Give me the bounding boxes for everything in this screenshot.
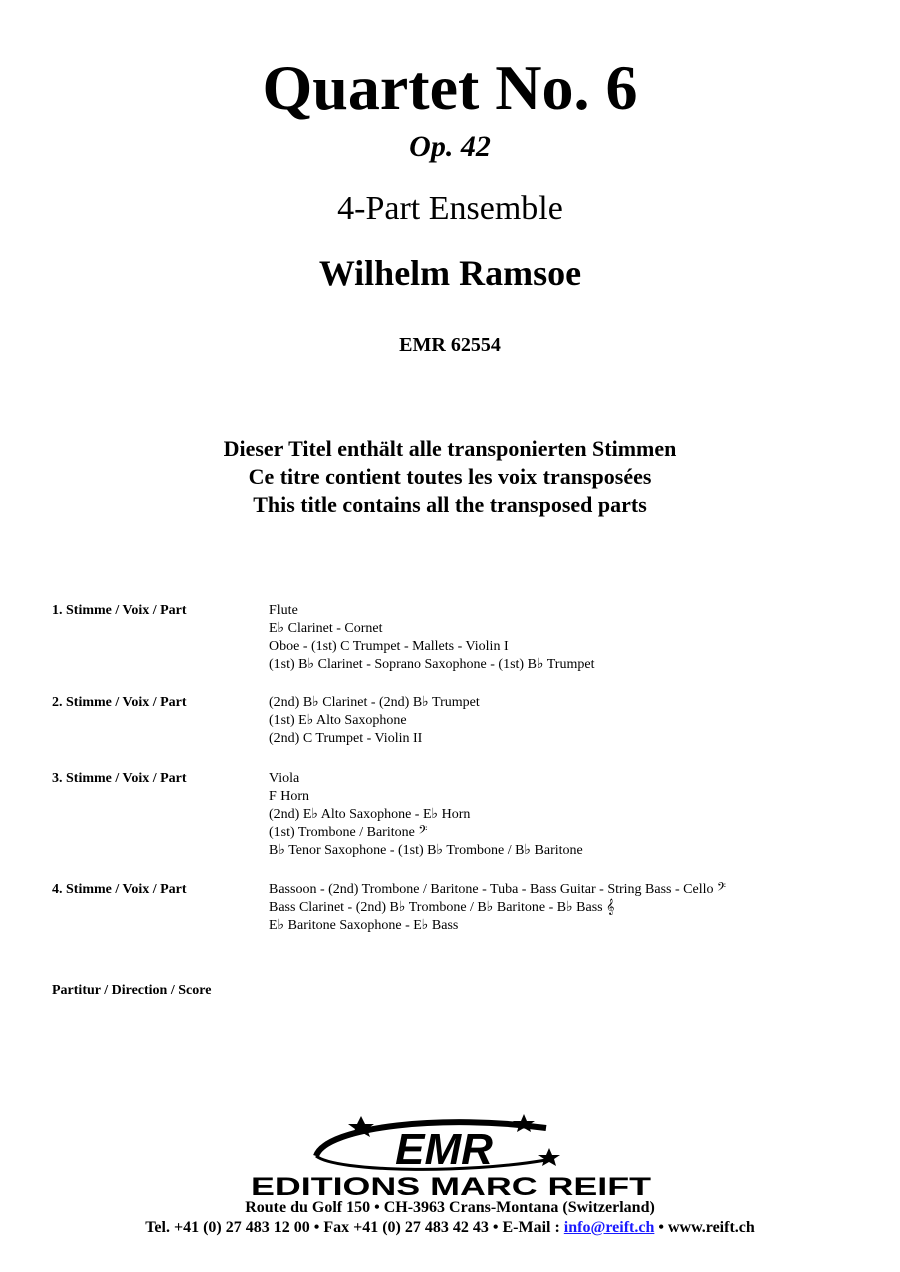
website-text: • www.reift.ch	[654, 1219, 755, 1236]
notice-english: This title contains all the transposed parts	[253, 492, 647, 517]
composer-name: Wilhelm Ramsoe	[318, 253, 582, 293]
ensemble-subtitle: 4-Part Ensemble	[337, 190, 563, 227]
notice-german: Dieser Titel enthält alle transponierten Stimmen	[223, 436, 677, 461]
transposed-parts-notice	[0, 435, 900, 519]
catalog-number: EMR 62554	[399, 334, 501, 356]
part-3-instruments	[269, 770, 583, 860]
score-label: Partitur / Direction / Score	[52, 983, 212, 998]
instrument-line: Bassoon - (2nd) Trombone / Baritone - Tuba - Bass Guitar - String Bass - Cello 𝄢	[269, 882, 726, 897]
instrument-line: Viola	[269, 771, 300, 786]
part-4-label: 4. Stimme / Voix / Part	[52, 882, 187, 897]
instrument-line: (2nd) E♭ Alto Saxophone - E♭ Horn	[269, 807, 471, 822]
publisher-contact	[0, 1218, 900, 1237]
logo-star-icon	[538, 1148, 560, 1166]
instrument-line: (1st) Trombone / Baritone 𝄢	[269, 825, 428, 840]
part-2-label: 2. Stimme / Voix / Part	[52, 695, 187, 710]
page-title: Quartet No. 6	[262, 52, 638, 123]
instrument-line: (1st) E♭ Alto Saxophone	[269, 713, 407, 728]
part-1-instruments	[269, 602, 594, 674]
instrument-line: Oboe - (1st) C Trumpet - Mallets - Violin I	[269, 639, 509, 654]
logo-star-icon	[513, 1114, 535, 1132]
part-3-label: 3. Stimme / Voix / Part	[52, 771, 187, 786]
publisher-name: EDITIONS MARC REIFT	[251, 1173, 651, 1198]
instrument-line: Bass Clarinet - (2nd) B♭ Trombone / B♭ Baritone - B♭ Bass 𝄞	[269, 900, 615, 915]
instrument-line: (1st) B♭ Clarinet - Soprano Saxophone - (1st) B♭ Trumpet	[269, 657, 595, 672]
notice-french: Ce titre contient toutes les voix transposées	[248, 464, 652, 489]
instrument-line: Flute	[269, 603, 298, 618]
instrument-line: E♭ Baritone Saxophone - E♭ Bass	[269, 918, 459, 933]
instrument-line: (2nd) C Trumpet - Violin II	[269, 731, 423, 746]
instrument-line: F Horn	[269, 789, 310, 804]
part-2-instruments	[269, 694, 480, 748]
email-link[interactable]: info@reift.ch	[563, 1219, 655, 1236]
part-1-label: 1. Stimme / Voix / Part	[52, 603, 187, 618]
part-4-instruments	[269, 881, 726, 935]
publisher-logo	[246, 1108, 656, 1198]
logo-emr-text: EMR	[395, 1125, 493, 1174]
phone-fax-text: Tel. +41 (0) 27 483 12 00 • Fax +41 (0) 27 483 42 43 • E-Mail :	[145, 1219, 564, 1236]
instrument-line: (2nd) B♭ Clarinet - (2nd) B♭ Trumpet	[269, 695, 480, 710]
instrument-line: E♭ Clarinet - Cornet	[269, 621, 383, 636]
opus-number: Op. 42	[409, 130, 491, 163]
publisher-address: Route du Golf 150 • CH-3963 Crans-Montana (Switzerland)	[245, 1199, 655, 1216]
instrument-line: B♭ Tenor Saxophone - (1st) B♭ Trombone / B♭ Baritone	[269, 843, 583, 858]
